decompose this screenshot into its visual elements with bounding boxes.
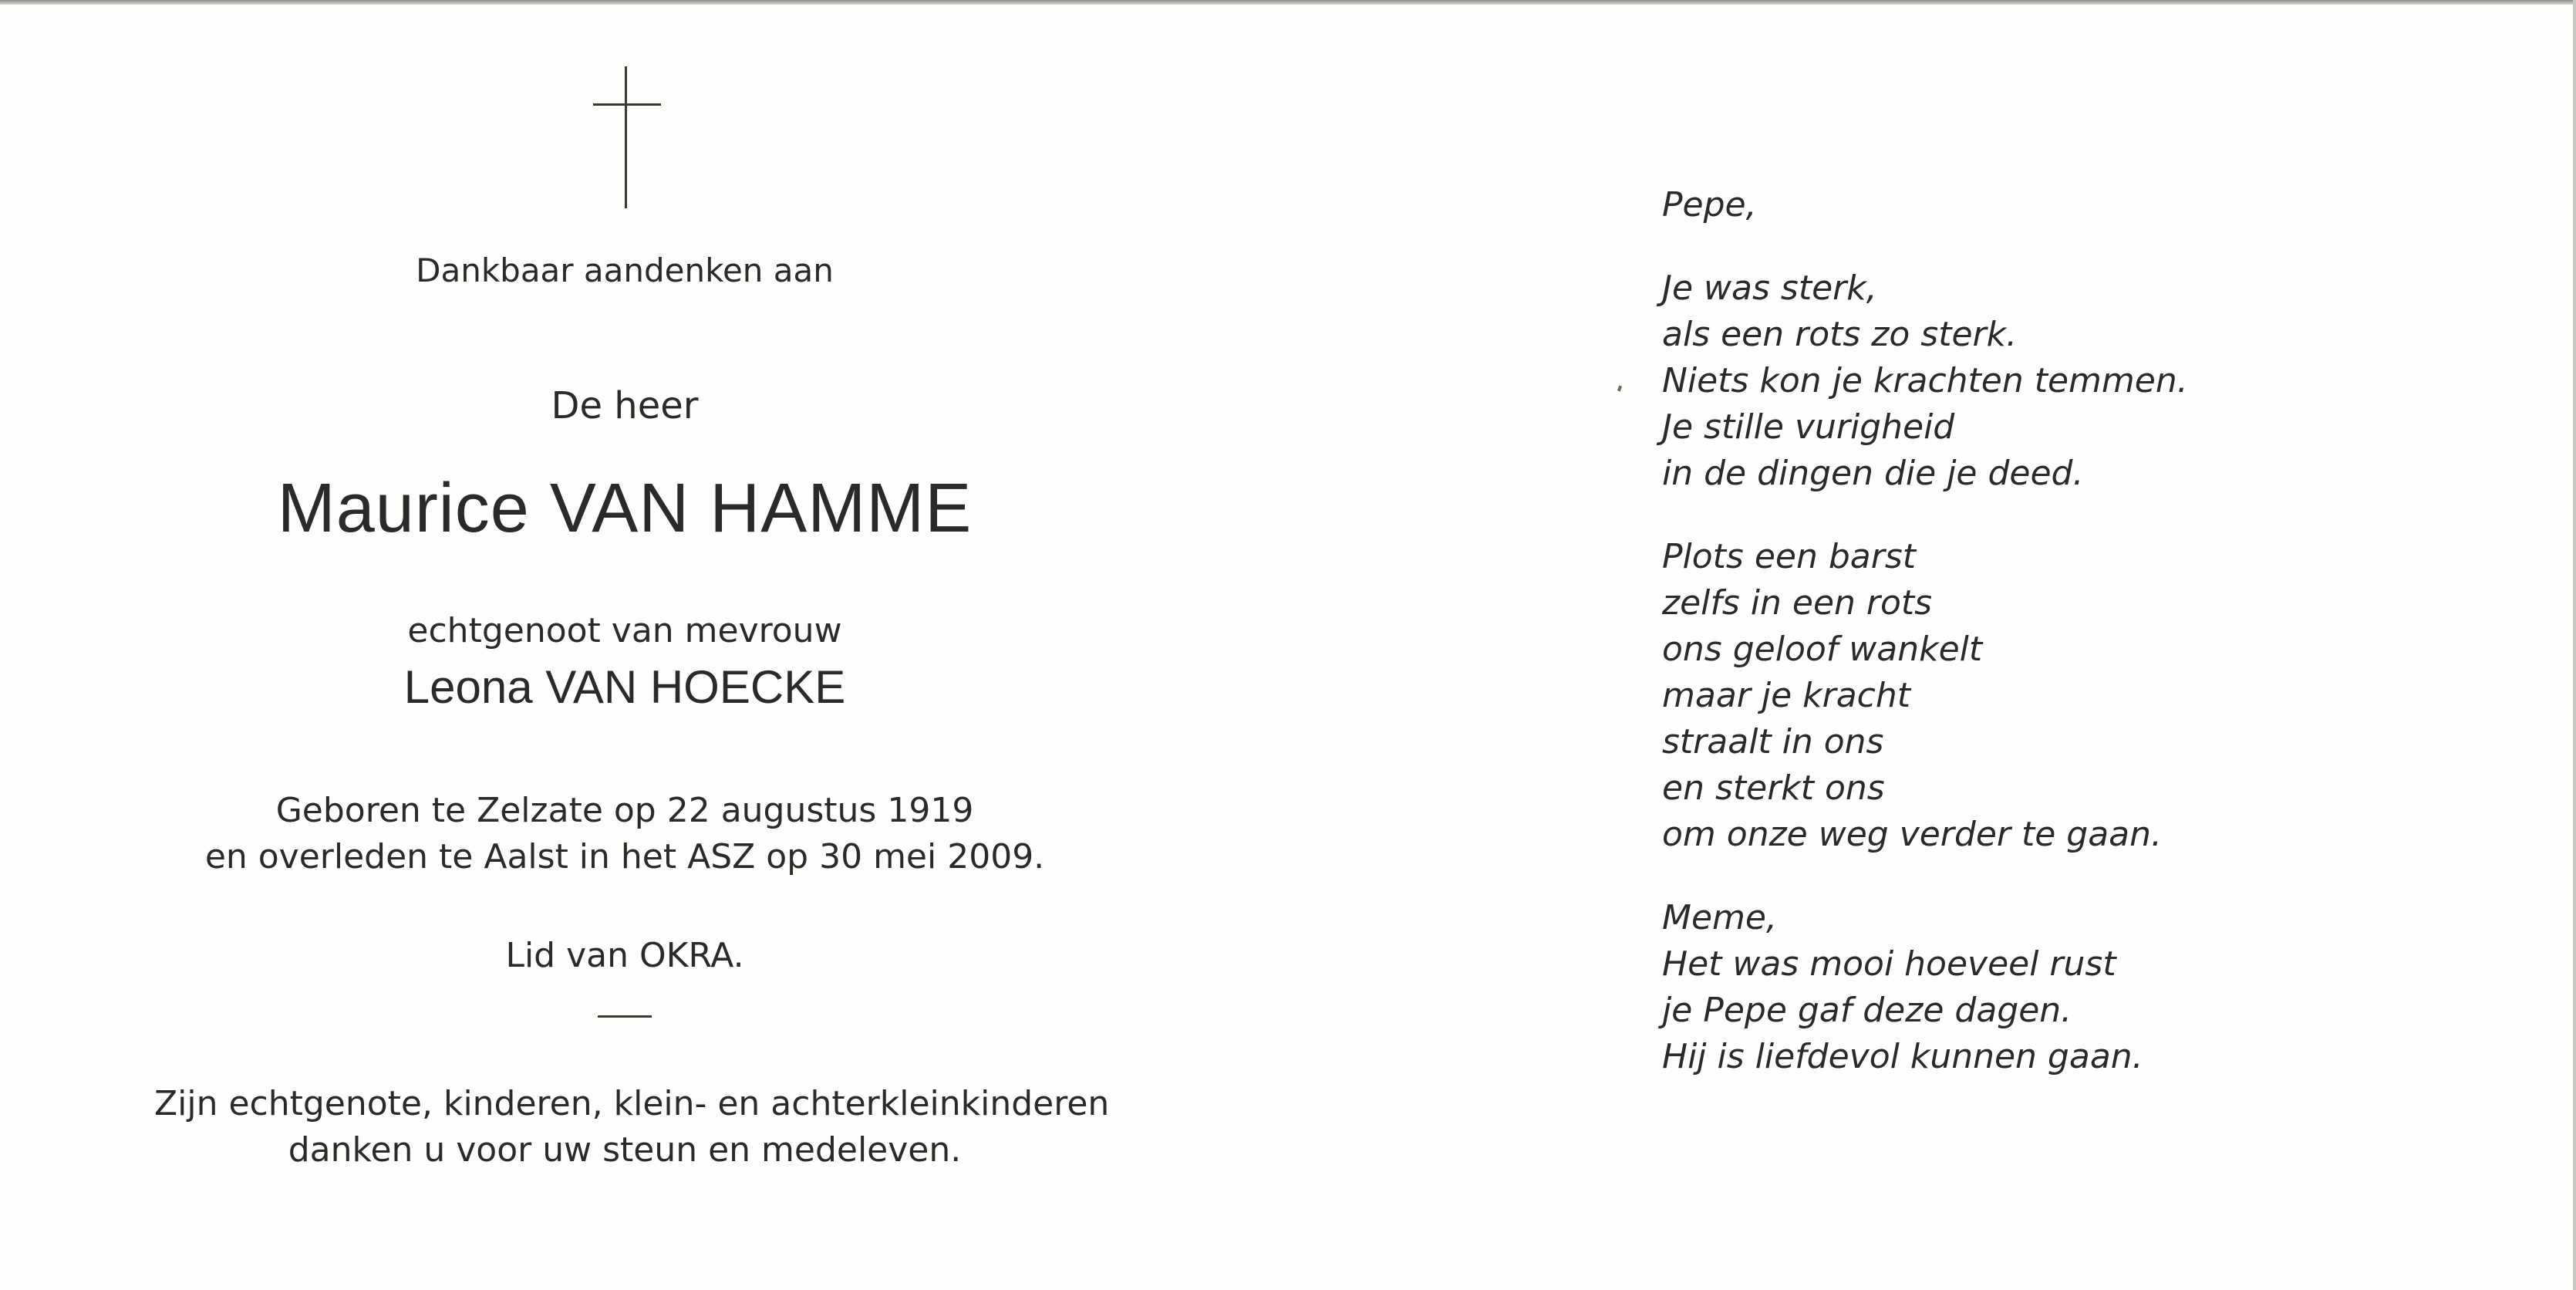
poem-stanza-2 [1662,534,2510,858]
poem-line: Het was mooi hoeveel rust [1662,944,2116,984]
poem-line: Meme, [1662,898,1777,937]
poem-line: Je stille vurigheid [1662,407,1955,447]
thanks-line-1: Zijn echtgenote, kinderen, klein- en achterkleinkinderen [154,1084,1110,1123]
poem-greeting [1662,182,2510,228]
poem-line: Niets kon je krachten temmen. [1662,361,2188,400]
divider [598,1015,652,1018]
cross-icon-bar [593,103,661,106]
cross-icon [625,66,627,208]
poem-line: Hij is liefdevol kunnen gaan. [1662,1037,2143,1076]
poem-line: in de dingen die je deed. [1662,454,2084,493]
honorific: De heer [551,384,699,427]
poem-line: als een rots zo sterk. [1662,315,2018,354]
card-right-edge [2573,0,2576,1290]
poem-line: en sterkt ons [1662,768,1885,808]
paper-speck [1617,386,1622,392]
membership: Lid van OKRA. [505,936,744,975]
thanks-line-2: danken u voor uw steun en medeleven. [288,1130,962,1170]
poem-line: ons geloof wankelt [1662,630,1983,669]
poem-line: je Pepe gaf deze dagen. [1662,991,2072,1030]
poem [1662,182,2510,1117]
spouse-name: Leona VAN HOECKE [403,661,846,713]
poem-stanza-1 [1662,265,2510,497]
spouse-intro: echtgenoot van mevrouw [407,611,842,650]
death-info: en overleden te Aalst in het ASZ op 30 mei 2009. [204,837,1045,876]
deceased-name: Maurice VAN HAMME [277,470,973,547]
poem-line: Je was sterk, [1662,268,1877,308]
poem-line: om onze weg verder te gaan. [1662,815,2163,854]
poem-line: Plots een barst [1662,537,1917,576]
poem-line: zelfs in een rots [1662,583,1933,623]
poem-line: straalt in ons [1662,722,1884,762]
intro-text: Dankbaar aandenken aan [416,252,834,289]
poem-line: maar je kracht [1662,676,1911,715]
left-panel [154,0,1110,1290]
birth-info: Geboren te Zelzate op 22 augustus 1919 [275,791,974,830]
poem-line: Pepe, [1662,185,1757,225]
poem-stanza-3 [1662,895,2510,1080]
